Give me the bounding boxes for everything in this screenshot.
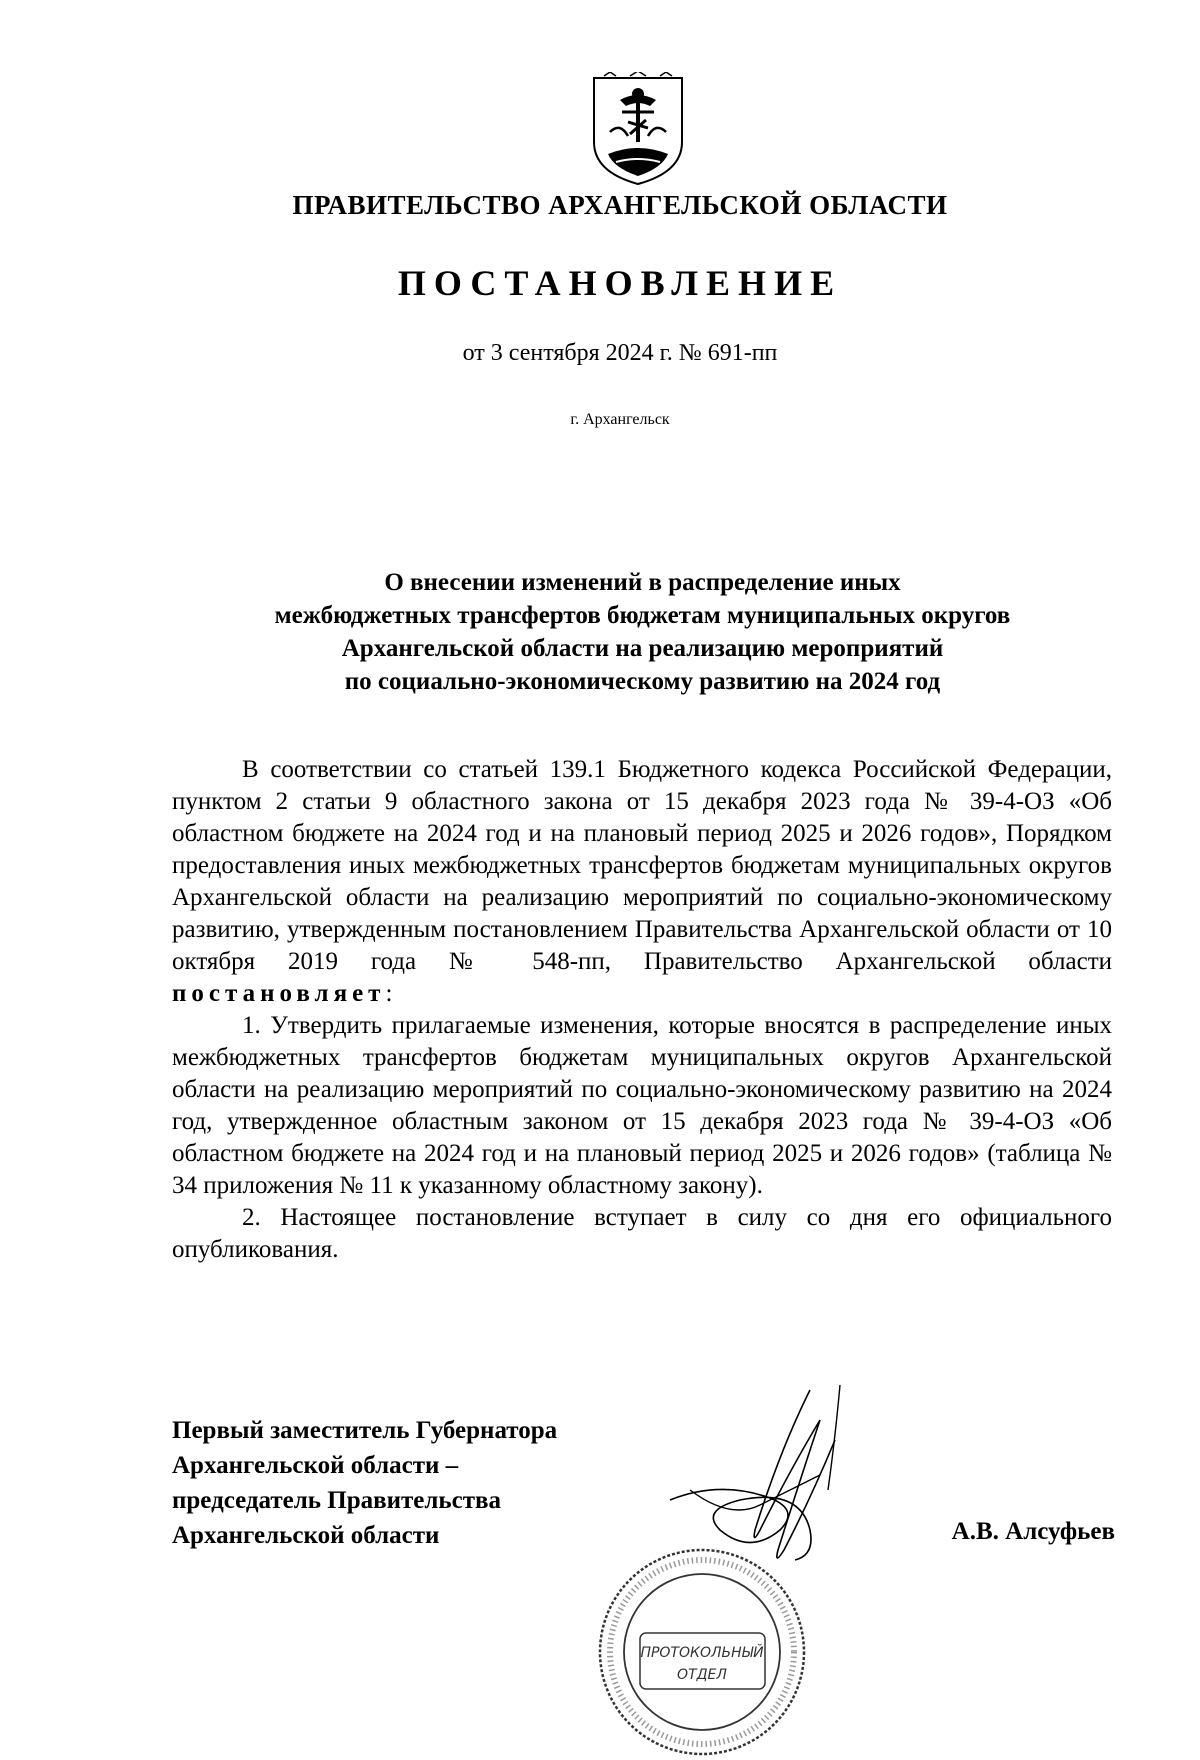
preamble-text: В соответствии со статьей 139.1 Бюджетного кодекса Российской Федерации, пунктом 2 статьи 9 областного закона от 15 декабря 2023 года № 39-4-ОЗ «Об областном бюджете на 2024 год и на плановый период 2025 и 2026 годов», Порядком предоставления иных межбюджетных трансфертов бюджетам муниципальных округов Архангельской области на реализацию мероприятий по социально-экономическому развитию, утвержденным постановлением Правительства Архангельской области от 10 октября 2019 года № 548-пп, Правительство Архангельской области [172, 756, 1112, 975]
title-line: по социально-экономическому развитию на 2024 год [344, 668, 941, 695]
document-body [172, 754, 1112, 1266]
organization-name: ПРАВИТЕЛЬСТВО АРХАНГЕЛЬСКОЙ ОБЛАСТИ [292, 190, 948, 220]
signer-name: А.В. Алсуфьев [951, 1518, 1115, 1545]
resolves-word: постановляет [172, 980, 386, 1007]
signer-position-line: Архангельской области [172, 1522, 440, 1549]
signer-position-line: Архангельской области – [172, 1452, 459, 1479]
signer-position-line: Первый заместитель Губернатора [172, 1417, 558, 1444]
item-1-paragraph: 1. Утвердить прилагаемые изменения, которые вносятся в распределение иных межбюджетных трансфертов бюджетам муниципальных округов Архангельской области на реализацию мероприятий по социально-экономическому развитию на 2024 год, утвержденное областным законом от 15 декабря 2023 года № 39-4-ОЗ «Об областном бюджете на 2024 год и на плановый период 2025 и 2026 годов» (таблица № 34 приложения № 11 к указанному областному закону). [172, 1012, 1112, 1199]
official-stamp [595, 1545, 810, 1760]
document-type: ПОСТАНОВЛЕНИЕ [397, 263, 843, 303]
title-line: Архангельской области на реализацию мероприятий [341, 635, 944, 662]
resolves-colon: : [385, 980, 393, 1007]
title-line: межбюджетных трансфертов бюджетам муниципальных округов [274, 602, 1011, 629]
document-city: г. Архангельск [570, 411, 670, 428]
stamp-text-line2: ОТДЕЛ [677, 1667, 727, 1683]
stamp-text-line1: ПРОТОКОЛЬНЫЙ [640, 1645, 764, 1661]
signer-position-line: председатель Правительства [172, 1487, 502, 1514]
document-title [170, 566, 1115, 698]
coat-of-arms-icon [590, 72, 686, 188]
signer-position [172, 1413, 557, 1553]
document-date-number: от 3 сентября 2024 г. № 691-пп [462, 340, 778, 366]
preamble-paragraph [172, 754, 1112, 1010]
item-2-paragraph: 2. Настоящее постановление вступает в силу со дня его официального опубликования. [172, 1204, 1112, 1263]
title-line: О внесении изменений в распределение иных [384, 569, 901, 596]
